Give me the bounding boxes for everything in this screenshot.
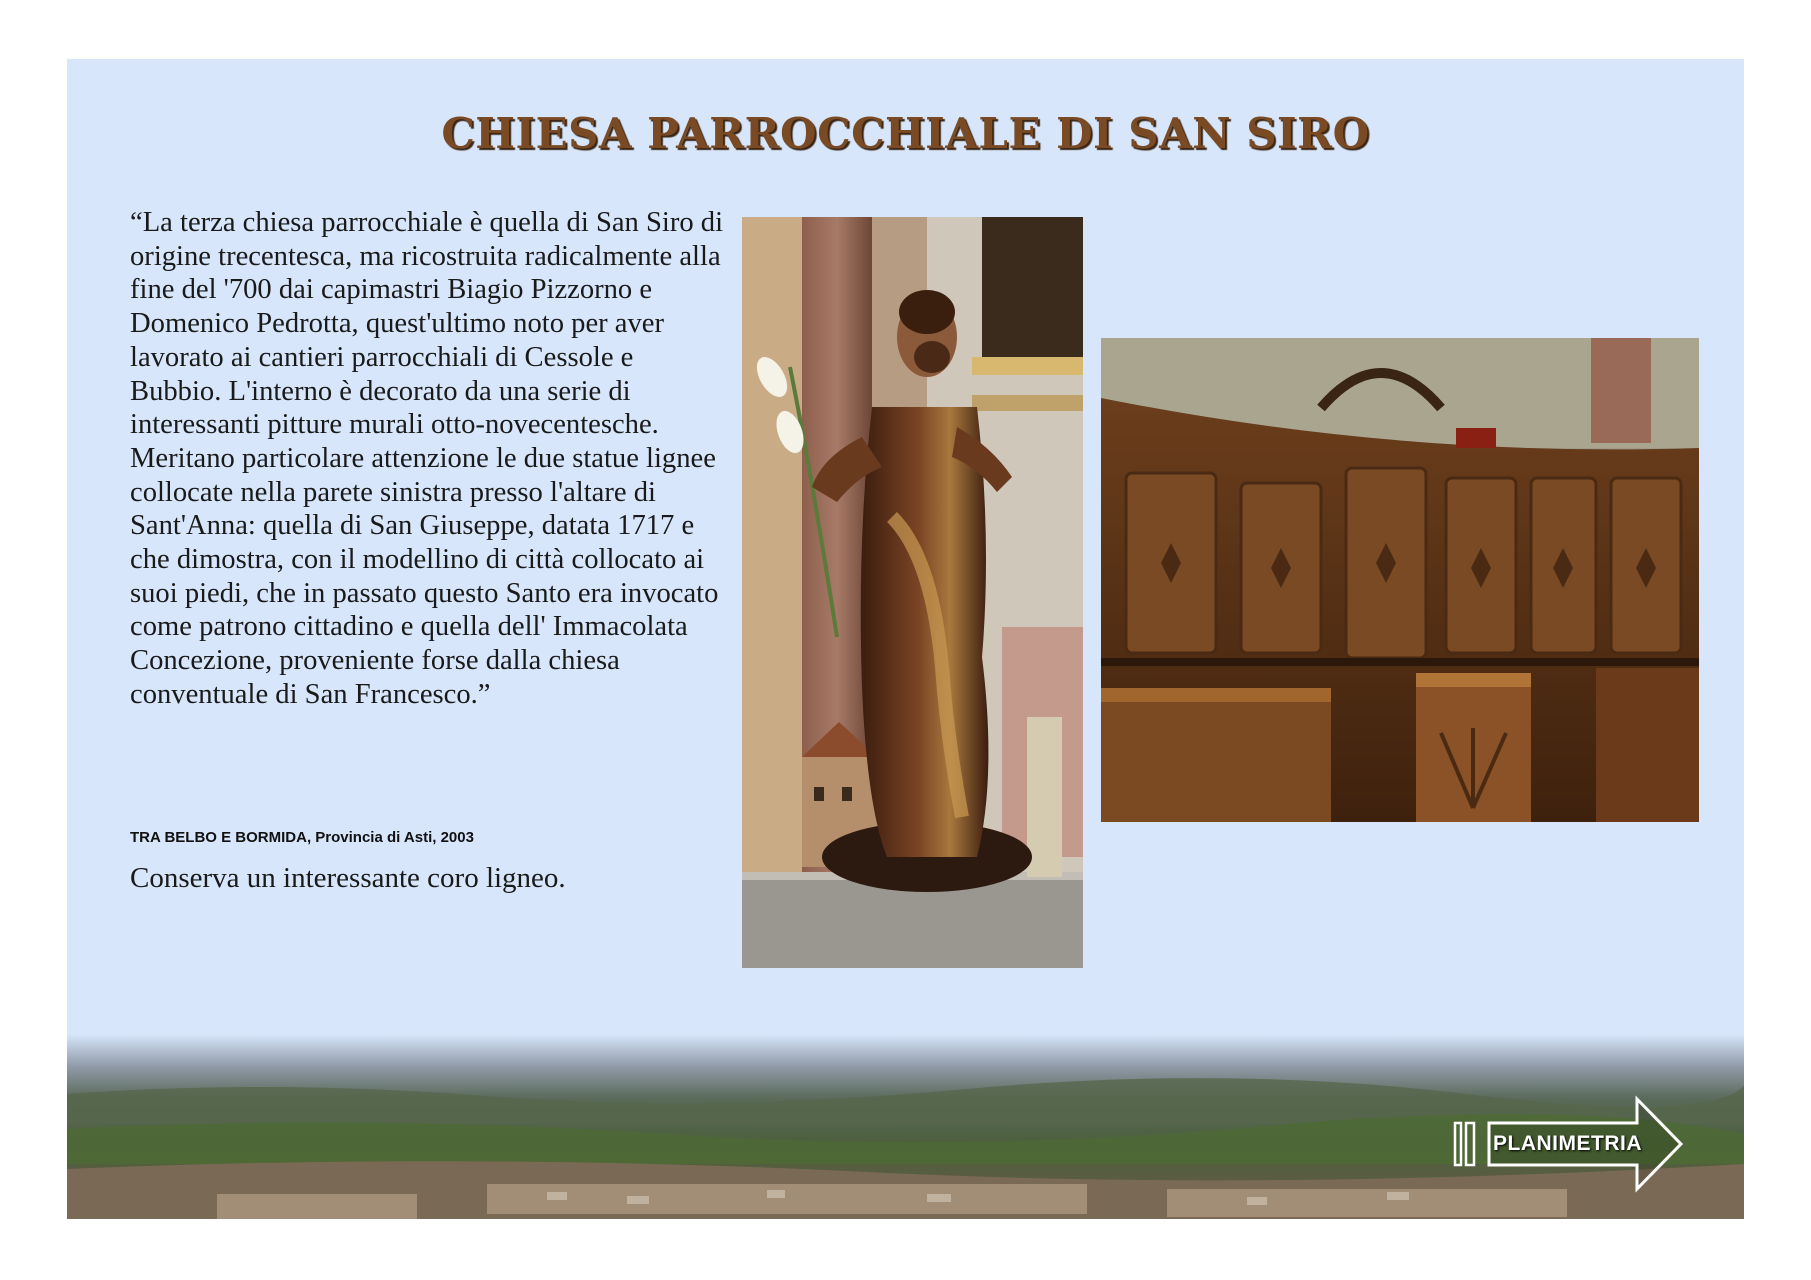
quote-text: “La terza chiesa parrocchiale è quella di San Siro di origine trecentesca, ma ricostruita radicalmente alla fine del '700 dai capimastri Biagio Pizzorno e Domenico Pedrotta, quest'ultimo noto per aver lavorato ai cantieri parrocchiali di Cessole e Bubbio. L'interno è decorato da una serie di interessanti pitture murali otto-novecentesche. Meritano particolare attenzione le due statue lignee collocate nella parete sinistra presso l'altare di Sant'Anna: quella di San Giuseppe, datata 1717 e che dimostra, con il modellino di città collocato ai suoi piedi, che in passato questo Santo era invocato come patrono cittadino e quella dell' Immacolata Concezione, proveniente forse dalla chiesa conventuale di San Francesco.” [130,207,724,710]
page-title: CHIESA PARROCCHIALE DI SAN SIRO [441,109,1370,158]
planimetria-button[interactable] [1453,1095,1693,1193]
slide [67,59,1744,1219]
planimetria-label: PLANIMETRIA [1493,1132,1642,1155]
choir-photo [1101,338,1699,822]
quote-source: TRA BELBO E BORMIDA, Provincia di Asti, 2003 [130,829,474,846]
statue-photo [742,217,1083,968]
choir-note: Conserva un interessante coro ligneo. [130,862,566,894]
